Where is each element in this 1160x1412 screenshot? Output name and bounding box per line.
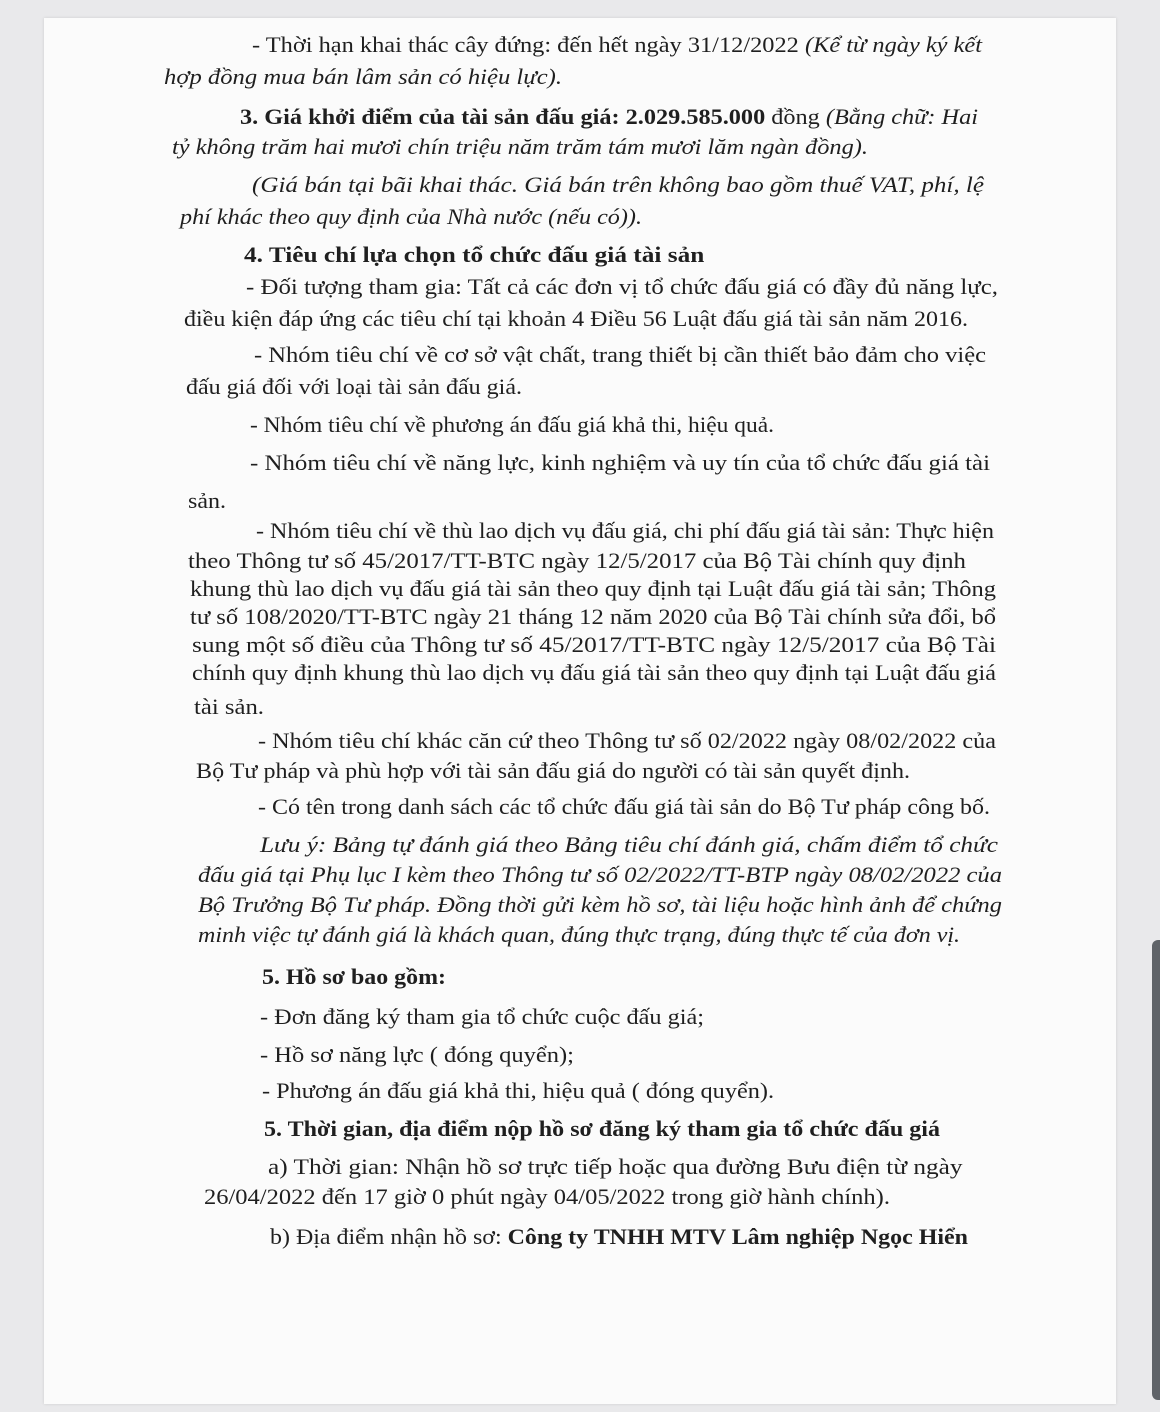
- text-line: - Nhóm tiêu chí khác căn cứ theo Thông tư số 02/2022 ngày 08/02/2022 của: [258, 728, 997, 753]
- text-line: (Giá bán tại bãi khai thác. Giá bán trên không bao gồm thuế VAT, phí, lệ: [252, 172, 985, 197]
- scrollbar-handle[interactable]: [1152, 940, 1160, 1400]
- text-line: Bộ Trưởng Bộ Tư pháp. Đồng thời gửi kèm hồ sơ, tài liệu hoặc hình ảnh để chứng: [198, 892, 1002, 917]
- text-line: tài sản.: [194, 694, 265, 719]
- text-line: đấu giá đối với loại tài sản đấu giá.: [186, 374, 523, 399]
- text-line: sung một số điều của Thông tư số 45/2017/TT-BTC ngày 12/5/2017 của Bộ Tài: [192, 632, 996, 657]
- list-item: - Phương án đấu giá khả thi, hiệu quả ( đóng quyển).: [262, 1078, 775, 1103]
- text-line: khung thù lao dịch vụ đấu giá tài sản theo quy định tại Luật đấu giá tài sản; Thông: [190, 576, 997, 601]
- text-line: - Thời hạn khai thác cây đứng: đến hết ngày 31/12/2022 (Kể từ ngày ký kết: [252, 32, 983, 57]
- text-line: - Nhóm tiêu chí về năng lực, kinh nghiệm và uy tín của tổ chức đấu giá tài: [250, 450, 990, 475]
- text-line: hợp đồng mua bán lâm sản có hiệu lực).: [164, 64, 562, 89]
- text-line: đấu giá tại Phụ lục I kèm theo Thông tư số 02/2022/TT-BTP ngày 08/02/2022 của: [198, 862, 1003, 887]
- text-line: - Nhóm tiêu chí về phương án đấu giá khả thi, hiệu quả.: [250, 412, 775, 437]
- text-line: chính quy định khung thù lao dịch vụ đấu giá tài sản theo quy định tại Luật đấu giá: [192, 660, 996, 685]
- text-line: Lưu ý: Bảng tự đánh giá theo Bảng tiêu chí đánh giá, chấm điểm tổ chức: [260, 832, 998, 857]
- text-line: b) Địa điểm nhận hồ sơ: Công ty TNHH MTV Lâm nghiệp Ngọc Hiển: [270, 1224, 968, 1249]
- text-line: phí khác theo quy định của Nhà nước (nếu có)).: [180, 204, 643, 229]
- section-heading: 4. Tiêu chí lựa chọn tổ chức đấu giá tài sản: [244, 242, 705, 267]
- text-line: sản.: [188, 488, 227, 513]
- section-heading: 3. Giá khởi điểm của tài sản đấu giá: 2.029.585.000 đồng (Bằng chữ: Hai: [240, 104, 978, 129]
- list-item: - Đơn đăng ký tham gia tổ chức cuộc đấu giá;: [260, 1004, 705, 1029]
- text-line: a) Thời gian: Nhận hồ sơ trực tiếp hoặc qua đường Bưu điện từ ngày: [268, 1154, 963, 1179]
- section-heading: 5. Hồ sơ bao gồm:: [262, 964, 446, 989]
- text-line: - Đối tượng tham gia: Tất cả các đơn vị tổ chức đấu giá có đầy đủ năng lực,: [246, 274, 999, 299]
- text-line: - Nhóm tiêu chí về cơ sở vật chất, trang thiết bị cần thiết bảo đảm cho việc: [254, 342, 987, 367]
- text-line: - Có tên trong danh sách các tổ chức đấu giá tài sản do Bộ Tư pháp công bố.: [258, 794, 990, 819]
- text-line: minh việc tự đánh giá là khách quan, đúng thực trạng, đúng thực tế của đơn vị.: [198, 922, 961, 947]
- section-heading: 5. Thời gian, địa điểm nộp hồ sơ đăng ký tham gia tổ chức đấu giá: [264, 1116, 941, 1141]
- document-page: [44, 18, 1116, 1404]
- text-line: theo Thông tư số 45/2017/TT-BTC ngày 12/5/2017 của Bộ Tài chính quy định: [188, 548, 966, 573]
- text-line: tỷ không trăm hai mươi chín triệu năm trăm tám mươi lăm ngàn đồng).: [172, 134, 869, 159]
- text-line: 26/04/2022 đến 17 giờ 0 phút ngày 04/05/2022 trong giờ hành chính).: [204, 1184, 890, 1209]
- text-line: tư số 108/2020/TT-BTC ngày 21 tháng 12 năm 2020 của Bộ Tài chính sửa đổi, bổ: [190, 604, 997, 629]
- text-line: điều kiện đáp ứng các tiêu chí tại khoản 4 Điều 56 Luật đấu giá tài sản năm 2016.: [184, 306, 968, 331]
- list-item: - Hồ sơ năng lực ( đóng quyển);: [260, 1042, 574, 1067]
- text-line: Bộ Tư pháp và phù hợp với tài sản đấu giá do người có tài sản quyết định.: [196, 758, 911, 783]
- text-line: - Nhóm tiêu chí về thù lao dịch vụ đấu giá, chi phí đấu giá tài sản: Thực hiện: [256, 518, 995, 543]
